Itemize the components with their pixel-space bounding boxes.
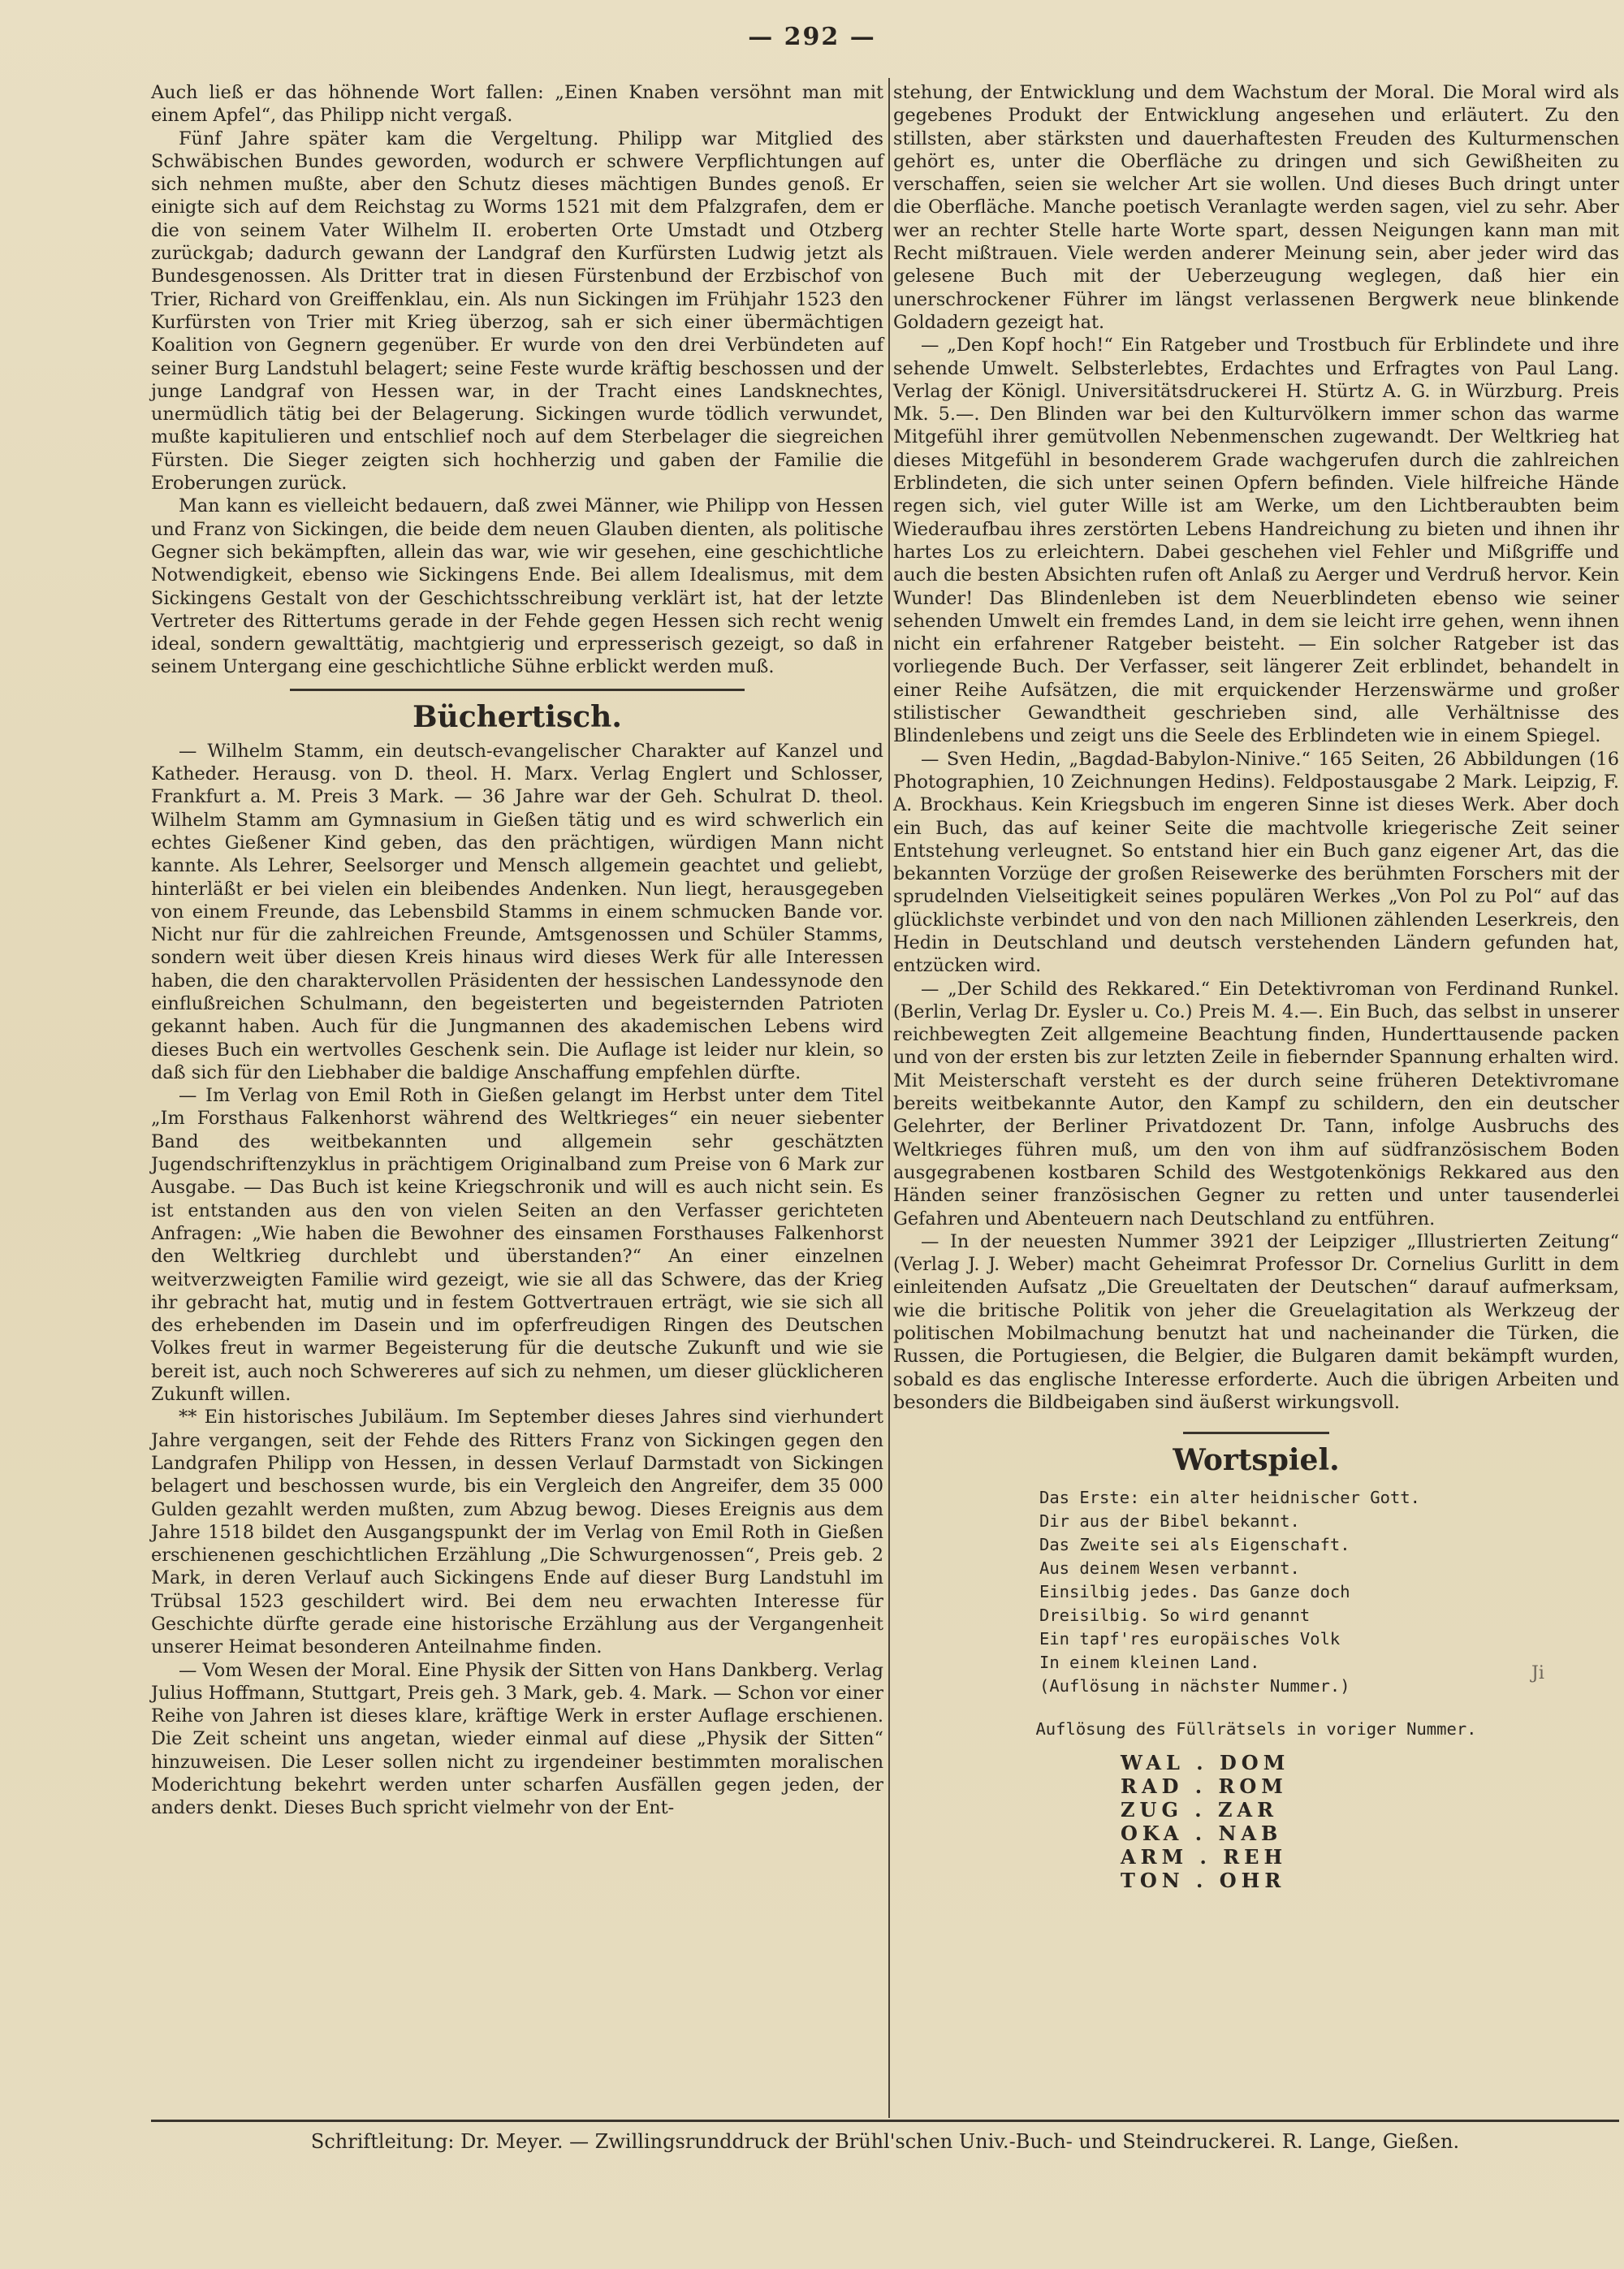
solution-row: ZUG . ZAR bbox=[1121, 1797, 1279, 1822]
solution-row: WAL . DOM bbox=[1121, 1750, 1290, 1774]
article-paragraph: Man kann es vielleicht bedauern, daß zwei Männer, wie Philipp von Hessen und Franz von Sickingen, die beide dem neuen Glauben dienten, als politische Gegner sich bekämpften, allein das war, wie wir gesehen, eine geschichtliche Notwendigkeit, ebenso wie Sickingens Ende. Bei allem Idealismus, mit dem Sickingens Gestalt von der Geschichtsschreibung verklärt ist, hat der letzte Vertreter des Rittertums gerade in der Fehde gegen Hessen sich recht wenig ideal, sondern gewalttätig, machtgierig und erpresserisch gezeigt, so daß in seinem Untergang eine geschichtliche Sühne erblickt werden muß. bbox=[151, 495, 883, 678]
solution-row: RAD . ROM bbox=[1121, 1774, 1288, 1798]
solution-grid bbox=[1121, 1751, 1619, 1892]
book-review: stehung, der Entwicklung und dem Wachstum der Moral. Die Moral wird als gegebenes Produkt der Entwicklung angesehen und erläutert. Zu den stillsten, aber stärksten und dauerhaftesten Freuden des Kulturmenschen gehört es, unter die Oberfläche zu dringen und sich Gewißheiten zu verschaffen, seien sie welcher Art sie wollen. Und dieses Buch dringt unter die Oberfläche. Manche poetisch Veranlagte werden sagen, viel zu sehr. Aber wer an rechter Stelle harte Worte spart, dessen Neigungen kann man mit Recht mißtrauen. Viele werden anderer Meinung sein, aber jeder wird das gelesene Buch mit der Ueberzeugung weglegen, daß hier ein unerschrockener Führer im längst verlassenen Bergwerk neue blinkende Goldadern gezeigt hat. bbox=[893, 82, 1619, 333]
puzzle-heading: Wortspiel. bbox=[1173, 1443, 1340, 1478]
book-review: — Vom Wesen der Moral. Eine Physik der Sitten von Hans Dankberg. Verlag Julius Hoffmann, Stuttgart, Preis geh. 3 Mark, geb. 4. Mark. — Schon vor einer Reihe von Jahren ist dieses klare, kräftige Werk in erster Auflage erschienen. Die Zeit scheint uns angetan, wieder einmal auf diese „Physik der Sitten“ hinzuweisen. Die Leser sollen nicht zu irgendeiner bestimmten moralischen Moderichtung bekehrt werden unter scharfen Ausfällen gegen jeden, der anders denkt. Dieses Buch spricht vielmehr von der Ent- bbox=[151, 1659, 883, 1819]
footer-divider bbox=[151, 2120, 1619, 2122]
poem-line: Einsilbig jedes. Das Ganze doch bbox=[1039, 1582, 1350, 1602]
solution-title: Auflösung des Füllrätsels in voriger Nummer. bbox=[1035, 1719, 1477, 1740]
book-review: — „Den Kopf hoch!“ Ein Ratgeber und Trostbuch für Erblindete und ihre sehende Umwelt. Selbsterlebtes, Erdachtes und Erfragtes von Paul Lang. Verlag der Königl. Universitätsdruckerei H. Stürtz A. G. in Würzburg. Preis Mk. 5.—. Den Blinden war bei den Kulturvölkern immer schon das warme Mitgefühl ihrer gemütvollen Nebenmenschen zugewandt. Der Weltkrieg hat dieses Mitgefühl in besonderem Grade wachgerufen durch die zahlreichen Erblindeten, die sich unter seinen Opfern befinden. Viele hilfreiche Hände regen sich, viel guter Wille ist am Werke, um den Lichtberaubten beim Wiederaufbau ihres zerstörten Lebens Handreichung zu bieten und ihnen ihr hartes Los zu erleichtern. Dabei geschehen viel Fehler und Mißgriffe und auch die besten Absichten rufen oft Anlaß zu Aerger und Verdruß hervor. Kein Wunder! Das Blindenleben ist dem Neuerblindeten ebenso wie seiner sehenden Umwelt ein fremdes Land, in dem sie leicht irre gehen, wenn ihnen nicht ein erfahrener Ratgeber beisteht. — Ein solcher Ratgeber ist das vorliegende Buch. Der Verfasser, seit längerer Zeit erblindet, behandelt in einer Reihe Aufsätzen, die mit erquickender Herzenswärme und großer stilistischer Gewandtheit geschrieben sind, alle Verhältnisse des Blindenlebens und zeigt uns die Seele des Erblindeten wie in einem Spiegel. bbox=[893, 335, 1619, 747]
poem-line: Dir aus der Bibel bekannt. bbox=[1039, 1511, 1300, 1532]
poem-line: Dreisilbig. So wird genannt bbox=[1039, 1606, 1311, 1626]
article-paragraph: Fünf Jahre später kam die Vergeltung. Philipp war Mitglied des Schwäbischen Bundes geworden, wodurch er schwere Verpflichtungen auf sich nehmen mußte, aber den Schutz dieses mächtigen Bundes genoß. Er einigte sich auf dem Reichstag zu Worms 1521 mit dem Pfalzgrafen, dem er die von seinem Vater Wilhelm II. eroberten Orte Umstadt und Otzberg zurückgab; dadurch gewann der Landgraf den Kurfürsten Ludwig jetzt als Bundesgenossen. Als Dritter trat in diesen Fürstenbund der Erzbischof von Trier, Richard von Greiffenklau, ein. Als nun Sickingen im Frühjahr 1523 den Kurfürsten von Trier mit Krieg überzog, sah er sich einer übermächtigen Koalition von Gegnern gegenüber. Er wurde von den drei Verbündeten auf seiner Burg Landstuhl belagert; seine Feste wurde kräftig beschossen und der junge Landgraf von Hessen war, in der Tracht eines Landsknechtes, unermüdlich tätig bei der Belagerung. Sickingen wurde tödlich verwundet, mußte kapitulieren und entschlief noch auf dem Sterbelager die siegreichen Fürsten. Die Sieger zeigten sich hochherzig und gaben der Familie die Eroberungen zurück. bbox=[151, 127, 883, 495]
book-review: — Sven Hedin, „Bagdad-Babylon-Ninive.“ 165 Seiten, 26 Abbildungen (16 Photographien, 10 Zeichnungen Hedins). Feldpostausgabe 2 Mark. Leipzig, F. A. Brockhaus. Kein Kriegsbuch im engeren Sinne ist dieses Werk. Aber doch ein Buch, das auf keiner Seite die machtvolle kriegerische Zeit seiner Entstehung verleugnet. So entstand hier ein Buch ganz eigener Art, das die bekannten Vorzüge der großen Reisewerke des berühmten Forschers mit der sprudelnden Vielseitigkeit seines populären Werkes „Von Pol zu Pol“ auf das glücklichste verbindet und von den nach Millionen zählenden Leserkreis, den Hedin in Deutschland und deutsch verstehenden Ländern gefunden hat, entzücken wird. bbox=[893, 748, 1619, 977]
poem-line: Das Erste: ein alter heidnischer Gott. bbox=[1039, 1488, 1420, 1508]
right-column bbox=[893, 81, 1619, 1892]
book-review: ** Ein historisches Jubiläum. Im September dieses Jahres sind vierhundert Jahre vergangen, seit der Fehde des Ritters Franz von Sickingen gegen den Landgrafen Philipp von Hessen, in dessen Verlauf Darmstadt von Sickingen belagert und beschossen wurde, bis ein Vergleich den Angreifer, dem 35 000 Gulden gezahlt werden mußten, zum Abzug bewog. Dieses Ereignis aus dem Jahre 1518 bildet den Ausgangspunkt der im Verlag von Emil Roth in Gießen erschienenen geschichtlichen Erzählung „Die Schwurgenossen“, Preis geb. 2 Mark, in deren Verlauf auch Sickingens Ende auf dieser Burg Landstuhl im Trübsal 1523 geschildert wird. Bei dem neu erwachten Interesse für Geschichte dürfte gerade eine historische Erzählung aus der Vergangenheit unserer Heimat besonderen Anteilnahme finden. bbox=[151, 1407, 883, 1658]
solution-row: OKA . NAB bbox=[1121, 1821, 1283, 1845]
left-column bbox=[151, 81, 883, 1820]
poem-line: (Auflösung in nächster Nummer.) bbox=[1039, 1676, 1350, 1696]
imprint-footer: Schriftleitung: Dr. Meyer. — Zwillingsrunddruck der Brühl'schen Univ.-Buch- und Steindruckerei. R. Lange, Gießen. bbox=[310, 2130, 1460, 2153]
section-divider bbox=[290, 689, 745, 691]
section-divider bbox=[1183, 1432, 1329, 1434]
poem-line: Das Zweite sei als Eigenschaft. bbox=[1039, 1535, 1350, 1555]
page-number: — 292 — bbox=[748, 23, 876, 51]
book-review: — „Der Schild des Rekkared.“ Ein Detektivroman von Ferdinand Runkel. (Berlin, Verlag Dr. Eysler u. Co.) Preis M. 4.—. Ein Buch, das selbst in unserer reichbewegten Zeit allgemeine Beachtung finden, Hunderttausende packen und von der ersten bis zur letzten Zeile in fiebernder Spannung erhalten wird. Mit Meisterschaft versteht es der durch seine früheren Detektivromane bereits weitbekannte Autor, den Kampf zu schildern, den ein deutscher Gelehrter, der Berliner Privatdozent Dr. Tann, infolge Ausbruchs des Weltkrieges führen muß, um den von ihm auf südfranzösischem Boden ausgegrabenen kostbaren Schild des Westgotenkönigs Rekkared aus den Händen seiner französischen Gegner zu retten und unter tausenderlei Gefahren und Abenteuern nach Deutschland zu entführen. bbox=[893, 978, 1619, 1230]
column-divider bbox=[888, 78, 890, 2118]
article-paragraph: Auch ließ er das höhnende Wort fallen: „Einen Knaben versöhnt man mit einem Apfel“, das Philipp nicht vergaß. bbox=[151, 82, 883, 127]
section-heading: Büchertisch. bbox=[412, 699, 622, 734]
book-review: — Wilhelm Stamm, ein deutsch-evangelischer Charakter auf Kanzel und Katheder. Herausg. von D. theol. H. Marx. Verlag Englert und Schlosser, Frankfurt a. M. Preis 3 Mark. — 36 Jahre war der Geh. Schulrat D. theol. Wilhelm Stamm am Gymnasium in Gießen tätig und es wird schwerlich ein echtes Gießener Kind geben, das den prächtigen, würdigen Mann nicht kannte. Als Lehrer, Seelsorger und Mensch allgemein geachtet und geliebt, hinterläßt er bei vielen ein bleibendes Andenken. Nun liegt, herausgegeben von einem Freunde, das Lebensbild Stamms in einem schmucken Bande vor. Nicht nur für die zahlreichen Freunde, Amtsgenossen und Schüler Stamms, sondern weit über diesen Kreis hinaus wird dieses Werk für alle Interessen haben, die den charaktervollen Präsidenten der hessischen Landessynode den einflußreichen Schulmann, den begeisterten und begeisternden Patrioten gekannt haben. Auch für die Jungmannen des akademischen Lebens wird dieses Buch ein wertvolles Geschenk sein. Die Auflage ist leider nur klein, so daß sich für den Liebhaber die baldige Anschaffung empfehlen dürfte. bbox=[151, 740, 883, 1083]
book-review: — Im Verlag von Emil Roth in Gießen gelangt im Herbst unter dem Titel „Im Forsthaus Falkenhorst während des Weltkrieges“ ein neuer siebenter Band des weitbekannten und allgemein sehr geschätzten Jugendschriftenzyklus in prächtigem Originalband zum Preise von 6 Mark zur Ausgabe. — Das Buch ist keine Kriegschronik und will es auch nicht sein. Es ist entstanden aus den von vielen Seiten an den Verfasser gerichteten Anfragen: „Wie haben die Bewohner des einsamen Forsthauses Falkenhorst den Weltkrieg durchlebt und überstanden?“ An einer einzelnen weitverzweigten Familie wird gezeigt, wie sie all das Schwere, das der Krieg ihr gebracht hat, mutig und in festem Gottvertrauen erträgt, wie sie sich all des erhebenden im Dasein und im opferfreudigen Ringen des Deutschen Volkes freut in warmer Begeisterung für die deutsche Zukunft und wie sie bereit ist, auch noch Schwereres auf sich zu nehmen, um dieser glücklicheren Zukunft willen. bbox=[151, 1085, 883, 1406]
solution-row: TON . OHR bbox=[1121, 1868, 1286, 1892]
margin-mark: Ji bbox=[1531, 1663, 1544, 1683]
poem-line: In einem kleinen Land. bbox=[1039, 1653, 1260, 1673]
solution-row: ARM . REH bbox=[1121, 1844, 1288, 1869]
poem-line: Ein tapf'res europäisches Volk bbox=[1039, 1629, 1341, 1649]
poem-line: Aus deinem Wesen verbannt. bbox=[1039, 1558, 1300, 1579]
book-review: — In der neuesten Nummer 3921 der Leipziger „Illustrierten Zeitung“ (Verlag J. J. Weber) macht Geheimrat Professor Dr. Cornelius Gurlitt in dem einleitenden Aufsatz „Die Greueltaten der Deutschen“ darauf aufmerksam, wie die britische Politik von jeher die Greuelagitation als Werkzeug der politischen Mobilmachung benutzt hat und nacheinander die Türken, die Russen, die Portugiesen, die Belgier, die Bulgaren damit bekämpft wurden, sobald es das englische Interesse erforderte. Auch die übrigen Arbeiten und besonders die Bildbeigaben sind äußerst wirkungsvoll. bbox=[893, 1230, 1619, 1413]
